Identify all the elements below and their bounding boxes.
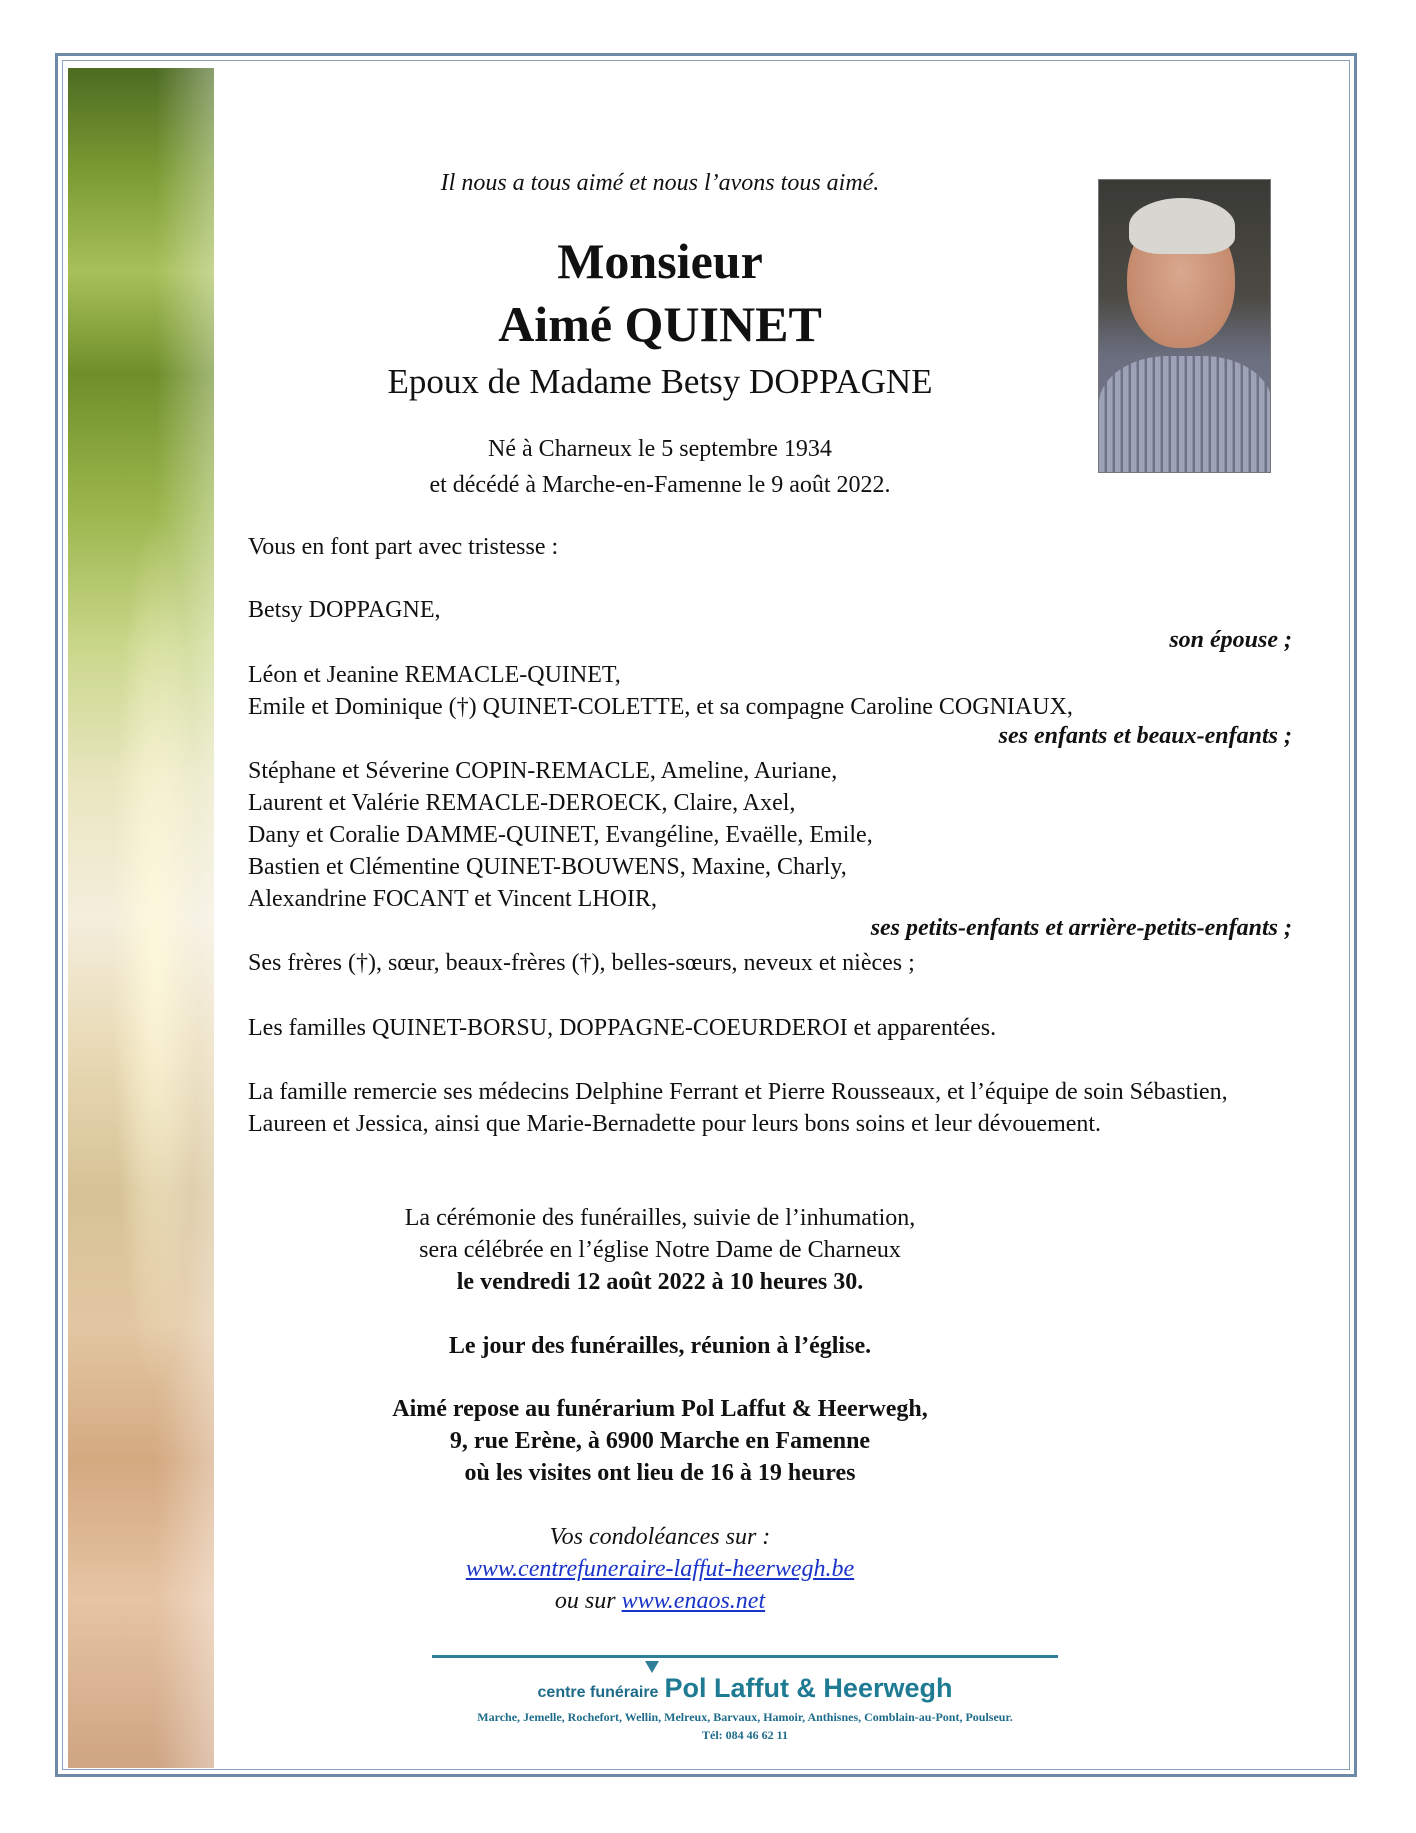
spouse-name: Betsy DOPPAGNE, bbox=[248, 597, 441, 623]
portrait-photo bbox=[1098, 179, 1271, 473]
birth-line: Né à Charneux le 5 septembre 1934 bbox=[488, 436, 832, 462]
announcement-intro: Vous en font part avec tristesse : bbox=[248, 534, 559, 560]
footer-brand-name: Pol Laffut & Heerwegh bbox=[664, 1673, 953, 1703]
spouse-line: Epoux de Madame Betsy DOPPAGNE bbox=[387, 362, 933, 401]
funerarium-line-2: 9, rue Erène, à 6900 Marche en Famenne bbox=[449, 1428, 871, 1454]
spouse-role: son épouse ; bbox=[1169, 627, 1292, 653]
honorific: Monsieur bbox=[557, 233, 763, 289]
thanks-paragraph: La famille remercie ses médecins Delphine Ferrant et Pierre Rousseaux, et l’équipe de soin Sébastien, Laureen et Jessica, ainsi que Marie-Bernadette pour leurs bons soins et leur dévouement. bbox=[248, 1079, 1228, 1137]
grandchildren-line-2: Laurent et Valérie REMACLE-DEROECK, Claire, Axel, bbox=[248, 790, 796, 816]
condolences-or: ou sur bbox=[554, 1588, 622, 1614]
forest-path-photo bbox=[68, 68, 214, 1768]
photo-fade bbox=[68, 68, 214, 1768]
ceremony-block bbox=[340, 1202, 980, 1298]
children-role: ses enfants et beaux-enfants ; bbox=[998, 723, 1292, 749]
siblings-line: Ses frères (†), sœur, beaux-frères (†), belles-sœurs, neveux et nièces ; bbox=[248, 950, 915, 976]
condolences-link-centrefuneraire[interactable]: www.centrefuneraire-laffut-heerwegh.be bbox=[465, 1556, 855, 1582]
motto: Il nous a tous aimé et nous l’avons tous aimé. bbox=[440, 170, 880, 196]
funerarium-line-1: Aimé repose au funérarium Pol Laffut & Heerwegh, bbox=[392, 1396, 928, 1422]
grandchildren-line-4: Bastien et Clémentine QUINET-BOUWENS, Maxine, Charly, bbox=[248, 854, 847, 880]
ceremony-date: le vendredi 12 août 2022 à 10 heures 30. bbox=[456, 1269, 864, 1295]
grandchildren-line-3: Dany et Coralie DAMME-QUINET, Evangéline, Evaëlle, Emile, bbox=[248, 822, 873, 848]
condolences-link-enaos[interactable]: www.enaos.net bbox=[621, 1588, 766, 1614]
footer-phone: Tél: 084 46 62 11 bbox=[702, 1728, 788, 1742]
ceremony-line-2: sera célébrée en l’église Notre Dame de Charneux bbox=[419, 1237, 901, 1263]
children-line-1: Léon et Jeanine REMACLE-QUINET, bbox=[248, 662, 621, 688]
condolences-intro: Vos condoléances sur : bbox=[549, 1524, 771, 1550]
portrait-shirt bbox=[1099, 356, 1271, 473]
ceremony-line-1: La cérémonie des funérailles, suivie de l’inhumation, bbox=[404, 1205, 916, 1231]
funerarium-line-3: où les visites ont lieu de 16 à 19 heures bbox=[464, 1460, 856, 1486]
footer-arrow-icon bbox=[645, 1661, 659, 1673]
condolences-block bbox=[340, 1521, 980, 1617]
grandchildren-line-5: Alexandrine FOCANT et Vincent LHOIR, bbox=[248, 886, 657, 912]
meeting-note: Le jour des funérailles, réunion à l’église. bbox=[448, 1333, 872, 1359]
death-line: et décédé à Marche-en-Famenne le 9 août 2022. bbox=[429, 472, 891, 498]
footer-small-label: centre funéraire bbox=[537, 1684, 659, 1701]
footer-divider bbox=[432, 1655, 1058, 1658]
families-line: Les familles QUINET-BORSU, DOPPAGNE-COEURDEROI et apparentées. bbox=[248, 1015, 997, 1041]
grandchildren-role: ses petits-enfants et arrière-petits-enfants ; bbox=[870, 915, 1292, 941]
funerarium-block bbox=[340, 1393, 980, 1489]
portrait-hair bbox=[1129, 198, 1235, 254]
deceased-name: Aimé QUINET bbox=[498, 296, 822, 352]
footer-locations: Marche, Jemelle, Rochefort, Wellin, Melreux, Barvaux, Hamoir, Anthisnes, Comblain-au-Pont, Poulseur. bbox=[477, 1710, 1013, 1724]
footer-logo bbox=[432, 1673, 1058, 1704]
children-line-2: Emile et Dominique (†) QUINET-COLETTE, et sa compagne Caroline COGNIAUX, bbox=[248, 694, 1073, 720]
grandchildren-line-1: Stéphane et Séverine COPIN-REMACLE, Ameline, Auriane, bbox=[248, 758, 838, 784]
